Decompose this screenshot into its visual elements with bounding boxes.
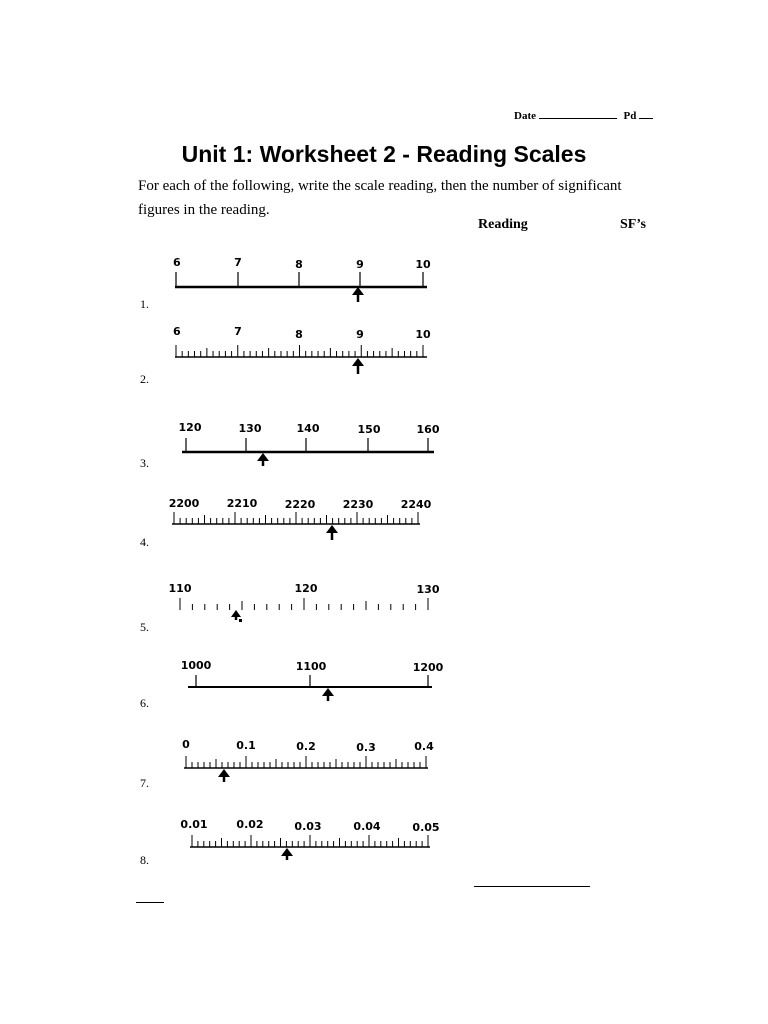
arrow-icon bbox=[322, 688, 334, 701]
scale-label: 0.1 bbox=[236, 739, 256, 752]
scale-5 bbox=[166, 576, 446, 636]
question-number: 6. bbox=[140, 696, 149, 710]
arrow-icon bbox=[352, 358, 364, 374]
sf-column-header: SF’s bbox=[620, 217, 646, 232]
date-pd-line bbox=[514, 108, 653, 122]
scale-4 bbox=[164, 492, 444, 552]
scale-label: 8 bbox=[295, 258, 303, 271]
scale-label: 1100 bbox=[295, 660, 327, 673]
scale-1 bbox=[170, 250, 440, 310]
pd-label: Pd bbox=[623, 110, 637, 122]
scale-label: 7 bbox=[234, 256, 242, 269]
scale-label: 10 bbox=[415, 258, 431, 271]
scale-label: 110 bbox=[168, 582, 192, 595]
arrow-icon bbox=[326, 525, 338, 540]
question-number: 7. bbox=[140, 776, 149, 790]
scale-label: 0.02 bbox=[236, 818, 264, 831]
question-number: 8. bbox=[140, 853, 149, 867]
scale-label: 130 bbox=[416, 583, 440, 596]
arrow-icon bbox=[281, 848, 293, 860]
scale-label: 1200 bbox=[412, 661, 444, 674]
scale-7 bbox=[176, 734, 456, 794]
scale-label: 140 bbox=[296, 422, 320, 435]
answer-line[interactable] bbox=[136, 902, 164, 903]
reading-column-header: Reading bbox=[478, 217, 528, 232]
scale-2 bbox=[170, 322, 440, 382]
scale-label: 1000 bbox=[180, 659, 212, 672]
arrow-icon bbox=[257, 453, 269, 466]
instructions: For each of the following, write the scale reading, then the number of significant figures in the reading. bbox=[138, 178, 622, 218]
question-number: 1. bbox=[140, 297, 149, 311]
question-number: 3. bbox=[140, 456, 149, 470]
scale-label: 0.03 bbox=[294, 820, 322, 833]
scale-label: 9 bbox=[356, 328, 364, 341]
scale-label: 0.2 bbox=[296, 740, 316, 753]
scale-label: 2240 bbox=[400, 498, 432, 511]
scale-label: 0.3 bbox=[356, 741, 376, 754]
date-label: Date bbox=[514, 110, 536, 122]
arrow-icon bbox=[352, 287, 364, 302]
scale-label: 2220 bbox=[284, 498, 316, 511]
scale-label: 7 bbox=[234, 325, 242, 338]
scale-label: 8 bbox=[295, 328, 303, 341]
scale-label: 120 bbox=[294, 582, 318, 595]
arrow-icon bbox=[218, 769, 230, 782]
scale-label: 2210 bbox=[226, 497, 258, 510]
scale-label: 6 bbox=[173, 325, 181, 338]
pd-field[interactable] bbox=[639, 108, 653, 119]
scale-label: 2200 bbox=[168, 497, 200, 510]
question-number: 4. bbox=[140, 535, 149, 549]
scale-label: 130 bbox=[238, 422, 262, 435]
scale-label: 160 bbox=[416, 423, 440, 436]
scale-label: 0 bbox=[182, 738, 190, 751]
question-number: 2. bbox=[140, 372, 149, 386]
scale-label: 6 bbox=[173, 256, 181, 269]
scale-label: 9 bbox=[356, 258, 364, 271]
scale-6 bbox=[176, 655, 456, 715]
scale-label: 10 bbox=[415, 328, 431, 341]
question-number: 5. bbox=[140, 620, 149, 634]
scale-label: 120 bbox=[178, 421, 202, 434]
scale-label: 0.4 bbox=[414, 740, 434, 753]
date-field[interactable] bbox=[539, 108, 617, 119]
arrow-icon bbox=[231, 610, 242, 622]
scale-8 bbox=[176, 814, 456, 874]
page-title: Unit 1: Worksheet 2 - Reading Scales bbox=[181, 141, 587, 167]
scale-3 bbox=[170, 416, 450, 476]
scale-label: 0.01 bbox=[180, 818, 208, 831]
scale-label: 150 bbox=[357, 423, 381, 436]
answer-line[interactable] bbox=[474, 886, 590, 887]
scale-label: 0.05 bbox=[412, 821, 440, 834]
scale-label: 2230 bbox=[342, 498, 374, 511]
scale-label: 0.04 bbox=[353, 820, 381, 833]
